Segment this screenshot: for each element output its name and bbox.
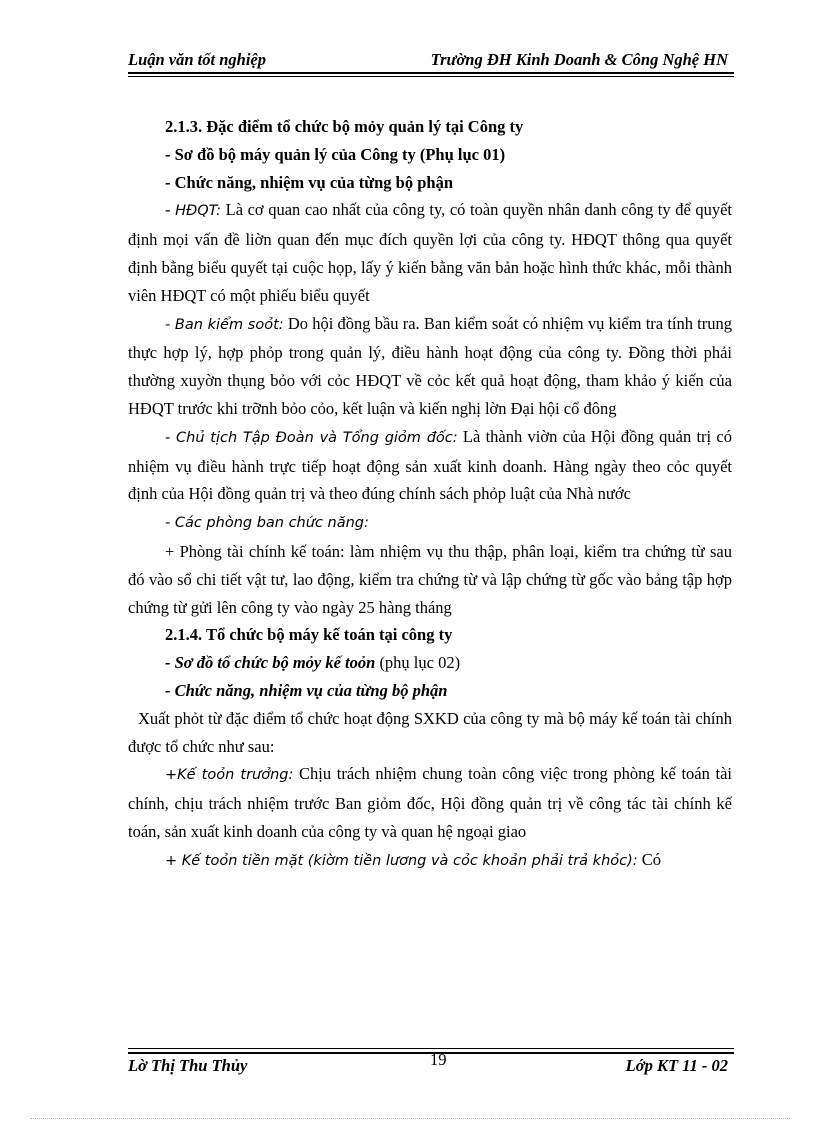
footer-class: Lớp KT 11 - 02 <box>625 1056 728 1075</box>
header-university: Trường ĐH Kinh Doanh & Công Nghệ HN <box>430 50 728 69</box>
accounting-chart-ref: (phụ lục 02) <box>375 653 461 673</box>
paragraph-accounting-intro: Xuất phỏt từ đặc điểm tổ chức hoạt động SXKD của công ty mà bộ máy kế toán tài chính được tổ chức như sau: <box>128 708 732 756</box>
org-chart-line: - Sơ đồ bộ máy quản lý của Công ty (Phụ lục 01) <box>165 144 506 164</box>
section-heading-2-1-3: 2.1.3. Đặc điểm tổ chức bộ mỏy quản lý tại Công ty <box>165 117 524 136</box>
functions-line: - Chức năng, nhiệm vụ của từng bộ phận <box>165 172 454 192</box>
page-bottom-dotted-rule <box>30 1118 790 1119</box>
departments-term: - Các phòng ban chức năng: <box>165 515 369 532</box>
paragraph-supervisory-board <box>128 310 732 423</box>
accounting-chart-line <box>128 649 732 677</box>
footer-rule-thin <box>128 1048 734 1049</box>
header-rule-thin <box>128 76 734 77</box>
cash-accountant-text: Có <box>637 849 662 869</box>
header-rule-thick <box>128 72 734 74</box>
header-thesis-label: Luận văn tốt nghiệp <box>128 50 266 69</box>
hdqt-term: HĐQT: <box>175 203 222 220</box>
paragraph-finance-dept: + Phòng tài chính kế toán: làm nhiệm vụ thu thập, phân loại, kiểm tra chứng từ sau đó vào sổ chi tiết vật tư, lao động, kiểm tra chứng từ và lập chứng từ gốc vào bảng tập hợp chứng từ gửi lên công ty vào ngày 25 hàng tháng <box>128 541 732 617</box>
paragraph-chief-accountant <box>128 760 732 845</box>
accounting-chart-term: - Sơ đồ tổ chức bộ mỏy kế toỏn <box>165 653 376 673</box>
hdqt-text: Là cơ quan cao nhất của công ty, có toàn quyền nhân danh công ty để quyết định mọi vấn đề liờn quan đến mục đích quyền lợi của công ty. HĐQT thông qua quyết định bằng biểu quyết tại cuộc họp, lấy ý kiến bằng văn bản hoặc hình thức khác, mỗi thành viên HĐQT có một phiếu biểu quyết <box>128 200 733 305</box>
page-header <box>128 50 734 72</box>
paragraph-cash-accountant <box>128 846 732 876</box>
chairman-text: Là thành viờn của Hội đồng quản trị có nhiệm vụ điều hành trực tiếp hoạt động sản xuất kinh doanh. Hàng ngày theo cỏc quyết định của Hội đồng quản trị và theo đúng chính sách phỏp luật của Nhà nước <box>128 426 732 504</box>
page-body <box>128 113 732 876</box>
chief-accountant-text: Chịu trách nhiệm chung toàn công việc trong phòng kế toán tài chính, chịu trách nhiệm trước Ban giỏm đốc, Hội đồng quản trị về công tác tài chính kế toán, sản xuất kinh doanh của công ty và quan hệ ngoại giao <box>128 764 732 841</box>
supervisory-text: Do hội đồng bầu ra. Ban kiểm soát có nhiệm vụ kiểm tra tính trung thực hợp lý, hợp phỏp trong quản lý, điều hành hoạt động của công ty. Đồng thời phải thường xuyờn thụng bỏo với cỏc HĐQT về cỏc kết quả hoạt động, tham khảo ý kiến của HĐQT trước khi trỡnh bỏo cỏo, kết luận và kiến nghị lờn Đại hội cổ đông <box>128 313 733 418</box>
section-heading-2-1-4: 2.1.4. Tổ chức bộ máy kế toán tại công ty <box>165 625 453 645</box>
paragraph-chairman <box>128 423 732 508</box>
paragraph-departments <box>128 508 732 538</box>
chief-accountant-term: +Kế toỏn trưởng: <box>165 767 294 784</box>
hdqt-lead: - <box>165 200 176 220</box>
accounting-functions-line: - Chức năng, nhiệm vụ của từng bộ phận <box>165 680 448 700</box>
chairman-term: - Chủ tịch Tập Đoàn và Tổng giỏm đốc: <box>165 429 458 446</box>
supervisory-term: - Ban kiểm soỏt: <box>165 316 284 333</box>
footer-author: Lờ Thị Thu Thủy <box>128 1056 248 1075</box>
paragraph-hdqt <box>128 196 732 309</box>
page-footer <box>128 1050 734 1078</box>
page-number: 19 <box>430 1050 447 1069</box>
cash-accountant-term: + Kế toỏn tiền mặt (kiờm tiền lương và cỏc khoản phải trả khỏc): <box>165 852 638 869</box>
